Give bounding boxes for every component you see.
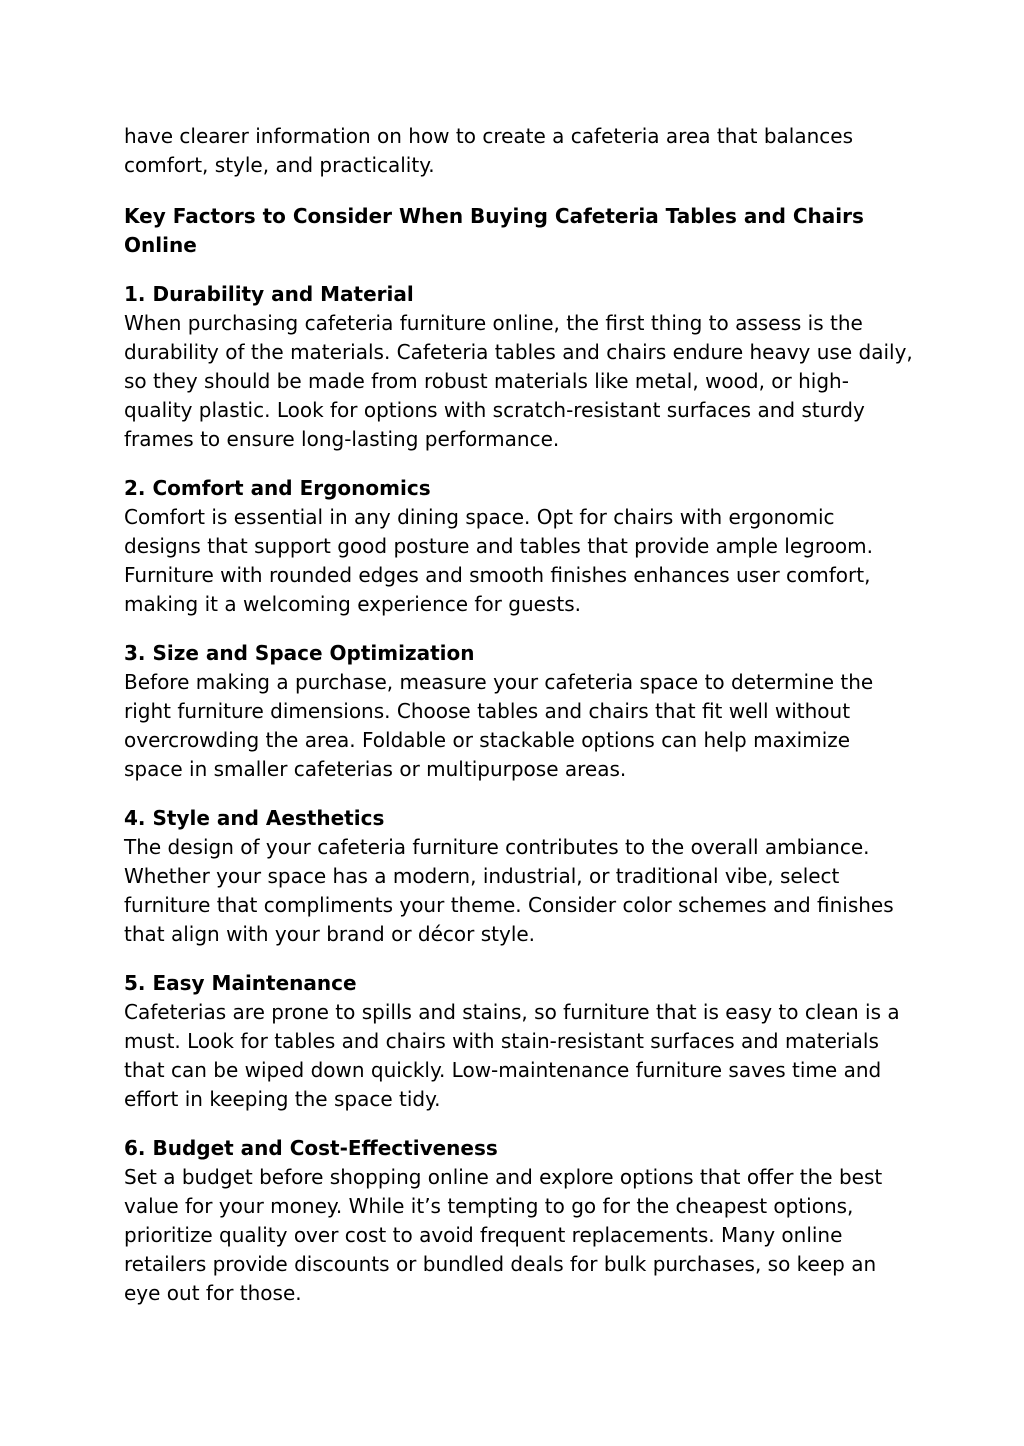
factor-section-budget (124, 1134, 914, 1308)
factor-title: 1. Durability and Material (124, 282, 414, 306)
factor-title: 4. Style and Aesthetics (124, 806, 385, 830)
intro-paragraph: have clearer information on how to create a cafeteria area that balances comfort, style, and practicality. (124, 124, 854, 177)
factor-title: 3. Size and Space Optimization (124, 641, 475, 665)
factor-body: Set a budget before shopping online and explore options that offer the best value for your money. While it’s tempting to go for the cheapest options, prioritize quality over cost to avoid frequent replacements. Many online retailers provide discounts or bundled deals for bulk purchases, so keep an eye out for those. (124, 1165, 883, 1305)
factor-section-size (124, 639, 914, 784)
factor-title: 5. Easy Maintenance (124, 971, 357, 995)
document-page (124, 122, 914, 1328)
factor-body: The design of your cafeteria furniture contributes to the overall ambiance. Whether your space has a modern, industrial, or traditional vibe, select furniture that compliments your theme. Consider color schemes and finishes that align with your brand or décor style. (124, 835, 894, 946)
factor-section-comfort (124, 474, 914, 619)
factor-body: Before making a purchase, measure your cafeteria space to determine the right furniture dimensions. Choose tables and chairs that fit well without overcrowding the area. Foldable or stackable options can help maximize space in smaller cafeterias or multipurpose areas. (124, 670, 874, 781)
factor-body: When purchasing cafeteria furniture online, the first thing to assess is the durability of the materials. Cafeteria tables and chairs endure heavy use daily, so they should be made from robust materials like metal, wood, or high-quality plastic. Look for options with scratch-resistant surfaces and sturdy frames to ensure long-lasting performance. (124, 311, 913, 451)
factor-body: Cafeterias are prone to spills and stains, so furniture that is easy to clean is a must. Look for tables and chairs with stain-resistant surfaces and materials that can be wiped down quickly. Low-maintenance furniture saves time and effort in keeping the space tidy. (124, 1000, 900, 1111)
factor-section-durability (124, 280, 914, 454)
factor-title: 6. Budget and Cost-Effectiveness (124, 1136, 498, 1160)
factor-section-style (124, 804, 914, 949)
factor-title: 2. Comfort and Ergonomics (124, 476, 431, 500)
factor-body: Comfort is essential in any dining space. Opt for chairs with ergonomic designs that support good posture and tables that provide ample legroom. Furniture with rounded edges and smooth finishes enhances user comfort, making it a welcoming experience for guests. (124, 505, 873, 616)
section-heading: Key Factors to Consider When Buying Cafeteria Tables and Chairs Online (124, 204, 864, 257)
factor-section-maintenance (124, 969, 914, 1114)
